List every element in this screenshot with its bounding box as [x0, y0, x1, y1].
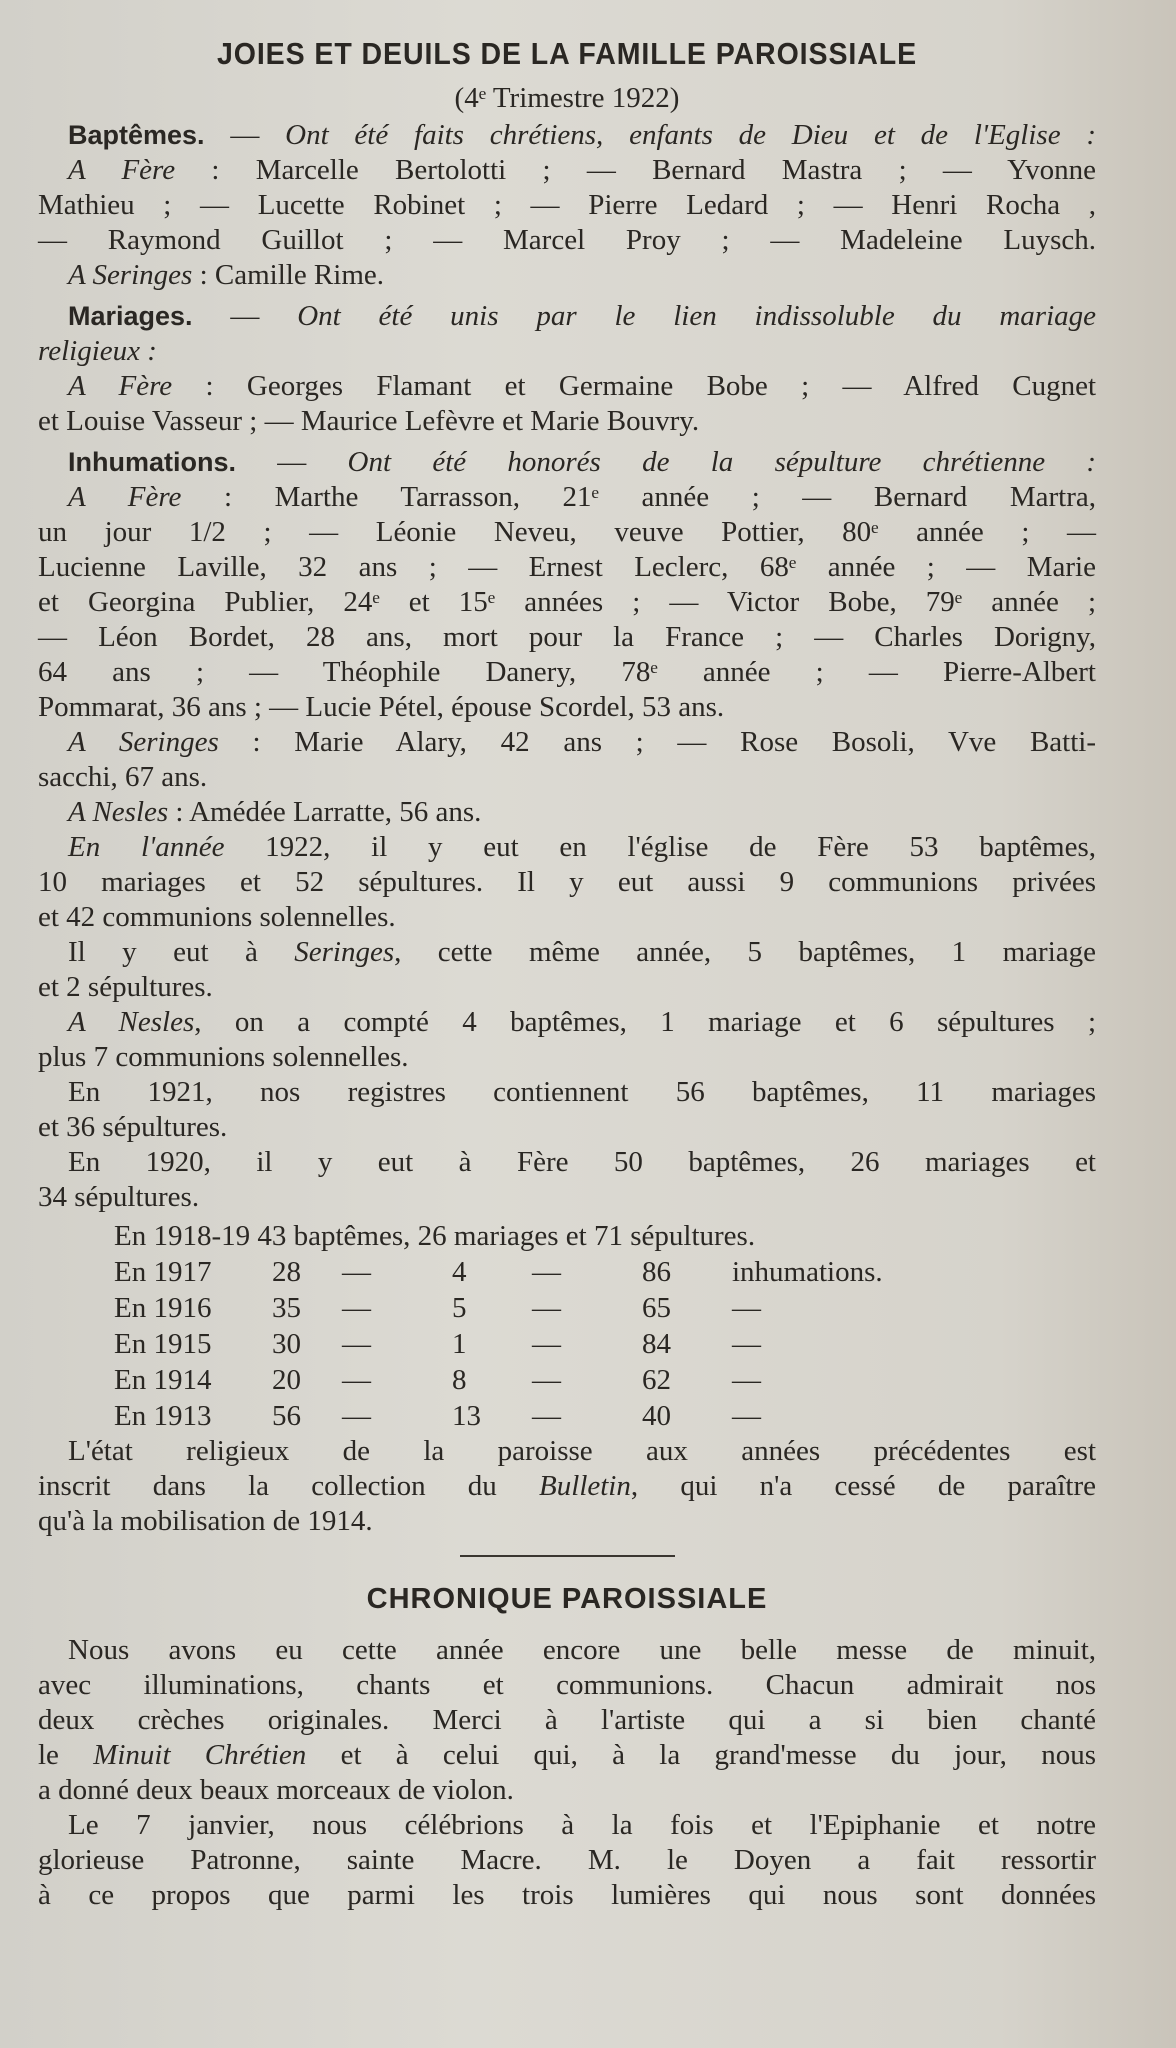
text-segment: L'état religieux de la paroisse aux années précédentes est [68, 1435, 1096, 1467]
text-segment: Mathieu ; — Lucette Robinet ; — Pierre Ledard ; — Henri Rocha , [38, 189, 1096, 221]
text-line [38, 1773, 1096, 1808]
stats-row [38, 1362, 1096, 1398]
text-line [38, 1703, 1096, 1738]
stats-row [38, 1398, 1096, 1434]
text-line [38, 725, 1096, 760]
stats-unit: — [732, 1400, 761, 1432]
italic-text: religieux : [38, 335, 157, 367]
text-line [38, 153, 1096, 188]
text-segment: un jour 1/2 ; — Léonie Neveu, veuve Pottier, 80ᵉ année ; — [38, 516, 1096, 548]
italic-text: En l'année [68, 831, 225, 863]
stats-ditto: — [532, 1292, 561, 1324]
italic-text: A Fère [68, 481, 182, 513]
stats-ditto: — [342, 1364, 371, 1396]
text-line [38, 585, 1096, 620]
text-line [38, 299, 1096, 334]
italic-text: A Fère [68, 370, 173, 402]
text-segment: sacchi, 67 ans. [38, 761, 208, 793]
text-line [38, 1633, 1096, 1668]
stats-unit: — [732, 1328, 761, 1360]
section-etat-religieux [38, 1434, 1096, 1539]
stats-row [38, 1254, 1096, 1290]
stats-baptemes: 56 [272, 1400, 301, 1432]
text-line [38, 445, 1096, 480]
paragraph-heading: Mariages. [68, 301, 193, 331]
stats-unit: inhumations. [732, 1256, 883, 1288]
stats-year: En 1913 [114, 1400, 212, 1432]
stats-sepultures: 40 [642, 1400, 671, 1432]
stats-ditto: — [532, 1256, 561, 1288]
text-line [38, 1469, 1096, 1504]
text-segment: En 1920, il y eut à Fère 50 baptêmes, 26 mariages et [68, 1146, 1096, 1178]
stats-mariages: 4 [452, 1256, 467, 1288]
text-segment: glorieuse Patronne, sainte Macre. M. le Doyen a fait ressortir [38, 1844, 1096, 1876]
text-segment: 64 ans ; — Théophile Danery, 78ᵉ année ; — Pierre-Albert [38, 656, 1096, 688]
text-segment: et à celui qui, à la grand'messe du jour, nous [306, 1739, 1096, 1771]
chronique-title: CHRONIQUE PAROISSIALE [366, 1583, 768, 1615]
text-segment: : Camille Rime. [192, 259, 385, 291]
text-line [38, 223, 1096, 258]
text-line [38, 1145, 1096, 1180]
text-line [38, 1504, 1096, 1539]
stats-sepultures: 84 [642, 1328, 671, 1360]
document-page [38, 30, 1096, 1913]
stats-year: En 1916 [114, 1292, 212, 1324]
text-line [38, 620, 1096, 655]
text-line [38, 118, 1096, 153]
text-line [38, 1075, 1096, 1110]
text-line [38, 1738, 1096, 1773]
text-line [38, 1110, 1096, 1145]
italic-text: Ont été honorés de la sépulture chrétienne : [347, 446, 1096, 478]
text-segment: et 42 communions solennelles. [38, 901, 396, 933]
stats-ditto: — [532, 1400, 561, 1432]
text-segment: inscrit dans la collection du [38, 1470, 540, 1502]
stats-ditto: — [342, 1292, 371, 1324]
text-segment: et 36 sépultures. [38, 1111, 228, 1143]
text-line [38, 188, 1096, 223]
text-line [38, 690, 1096, 725]
text-segment: : Georges Flamant et Germaine Bobe ; — Alfred Cugnet [172, 370, 1097, 402]
text-line [38, 515, 1096, 550]
stats-unit: — [732, 1292, 761, 1324]
text-segment: , cette même année, 5 baptêmes, 1 mariage [394, 936, 1096, 968]
italic-text: Seringes [294, 936, 395, 968]
text-line [38, 1434, 1096, 1469]
text-line [38, 900, 1096, 935]
text-segment: Il y eut à [68, 936, 295, 968]
italic-text: A Seringes [68, 259, 193, 291]
text-line [38, 404, 1096, 439]
stats-table [38, 1254, 1096, 1434]
stats-mariages: 5 [452, 1292, 467, 1324]
stats-unit: — [732, 1364, 761, 1396]
paragraph-heading: Baptêmes. [68, 120, 205, 150]
text-segment: avec illuminations, chants et communions. Chacun admirait nos [38, 1669, 1096, 1701]
text-segment: — [236, 446, 348, 478]
text-line [38, 480, 1096, 515]
text-segment: le [38, 1739, 94, 1771]
text-line [38, 970, 1096, 1005]
text-line [38, 655, 1096, 690]
text-line [38, 1180, 1096, 1215]
text-line [38, 830, 1096, 865]
text-segment: plus 7 communions solennelles. [38, 1041, 409, 1073]
text-segment: 1922, il y eut en l'église de Fère 53 baptêmes, [224, 831, 1096, 863]
stats-row [38, 1326, 1096, 1362]
page-subtitle: (4ᵉ Trimestre 1922) [454, 82, 680, 114]
text-line [38, 1040, 1096, 1075]
text-segment: — [204, 119, 286, 151]
stats-ditto: — [532, 1364, 561, 1396]
stats-baptemes: 35 [272, 1292, 301, 1324]
stats-mariages: 13 [452, 1400, 481, 1432]
text-segment: : Marthe Tarrasson, 21ᵉ année ; — Bernard Martra, [181, 481, 1096, 513]
text-segment: 34 sépultures. [38, 1181, 200, 1213]
stats-mariages: 1 [452, 1328, 467, 1360]
text-line [38, 935, 1096, 970]
text-line [38, 1843, 1096, 1878]
stats-intro: En 1918-19 43 baptêmes, 26 mariages et 71 sépultures. [114, 1220, 756, 1252]
italic-text: Bulletin [539, 1470, 631, 1502]
stats-sepultures: 86 [642, 1256, 671, 1288]
text-line [38, 550, 1096, 585]
stats-ditto: — [342, 1328, 371, 1360]
paragraph-heading: Inhumations. [68, 447, 236, 477]
text-segment: — [192, 300, 298, 332]
text-segment: et Louise Vasseur ; — Maurice Lefèvre et Marie Bouvry. [38, 405, 700, 437]
stats-mariages: 8 [452, 1364, 467, 1396]
text-segment: Le 7 janvier, nous célébrions à la fois et l'Epiphanie et notre [68, 1809, 1096, 1841]
section-chronique [38, 1633, 1096, 1913]
text-segment: a donné deux beaux morceaux de violon. [38, 1774, 514, 1806]
text-segment: et Georgina Publier, 24ᵉ et 15ᵉ années ; — Victor Bobe, 79ᵉ année ; [38, 586, 1096, 618]
text-line [38, 1005, 1096, 1040]
section-divider [460, 1555, 675, 1557]
stats-baptemes: 20 [272, 1364, 301, 1396]
italic-text: A Nesles [68, 796, 169, 828]
text-segment: , qui n'a cessé de paraître [630, 1470, 1096, 1502]
stats-year: En 1915 [114, 1328, 212, 1360]
italic-text: Minuit Chrétien [93, 1739, 307, 1771]
text-line [38, 334, 1096, 369]
italic-text: A Seringes [68, 726, 219, 758]
stats-sepultures: 65 [642, 1292, 671, 1324]
italic-text: Ont été unis par le lien indissoluble du mariage [297, 300, 1097, 332]
text-segment: Lucienne Laville, 32 ans ; — Ernest Leclerc, 68ᵉ année ; — Marie [38, 551, 1096, 583]
text-segment: En 1921, nos registres contiennent 56 baptêmes, 11 mariages [68, 1076, 1096, 1108]
text-segment: deux crèches originales. Merci à l'artiste qui a si bien chanté [38, 1704, 1096, 1736]
text-line [38, 865, 1096, 900]
text-segment: Pommarat, 36 ans ; — Lucie Pétel, épouse Scordel, 53 ans. [38, 691, 725, 723]
stats-year: En 1917 [114, 1256, 212, 1288]
text-line [38, 760, 1096, 795]
stats-ditto: — [532, 1328, 561, 1360]
text-line [38, 369, 1096, 404]
stats-baptemes: 30 [272, 1328, 301, 1360]
text-segment: : Amédée Larratte, 56 ans. [168, 796, 482, 828]
stats-ditto: — [342, 1400, 371, 1432]
italic-text: Ont été faits chrétiens, enfants de Dieu et de l'Eglise : [285, 119, 1097, 151]
italic-text: A Fère [68, 154, 176, 186]
text-segment: à ce propos que parmi les trois lumières qui nous sont données [38, 1879, 1096, 1911]
text-segment: : Marcelle Bertolotti ; — Bernard Mastra ; — Yvonne [175, 154, 1097, 186]
text-segment: — Léon Bordet, 28 ans, mort pour la France ; — Charles Dorigny, [38, 621, 1096, 653]
text-segment: qu'à la mobilisation de 1914. [38, 1505, 373, 1537]
text-line [38, 795, 1096, 830]
text-segment: Nous avons eu cette année encore une belle messe de minuit, [68, 1634, 1096, 1666]
stats-ditto: — [342, 1256, 371, 1288]
text-line [38, 1808, 1096, 1843]
text-line [38, 258, 1096, 293]
text-segment: — Raymond Guillot ; — Marcel Proy ; — Madeleine Luysch. [38, 224, 1096, 256]
page-title: JOIES ET DEUILS DE LA FAMILLE PAROISSIALE [216, 36, 918, 71]
stats-baptemes: 28 [272, 1256, 301, 1288]
text-segment: et 2 sépultures. [38, 971, 213, 1003]
section-joies-deuils [38, 118, 1096, 1215]
text-segment: , on a compté 4 baptêmes, 1 mariage et 6 sépultures ; [194, 1006, 1097, 1038]
text-line [38, 1878, 1096, 1913]
text-line [38, 1668, 1096, 1703]
stats-year: En 1914 [114, 1364, 212, 1396]
text-segment: 10 mariages et 52 sépultures. Il y eut aussi 9 communions privées [38, 866, 1096, 898]
italic-text: A Nesles [68, 1006, 195, 1038]
stats-sepultures: 62 [642, 1364, 671, 1396]
text-segment: : Marie Alary, 42 ans ; — Rose Bosoli, Vve Batti- [218, 726, 1097, 758]
stats-row [38, 1290, 1096, 1326]
